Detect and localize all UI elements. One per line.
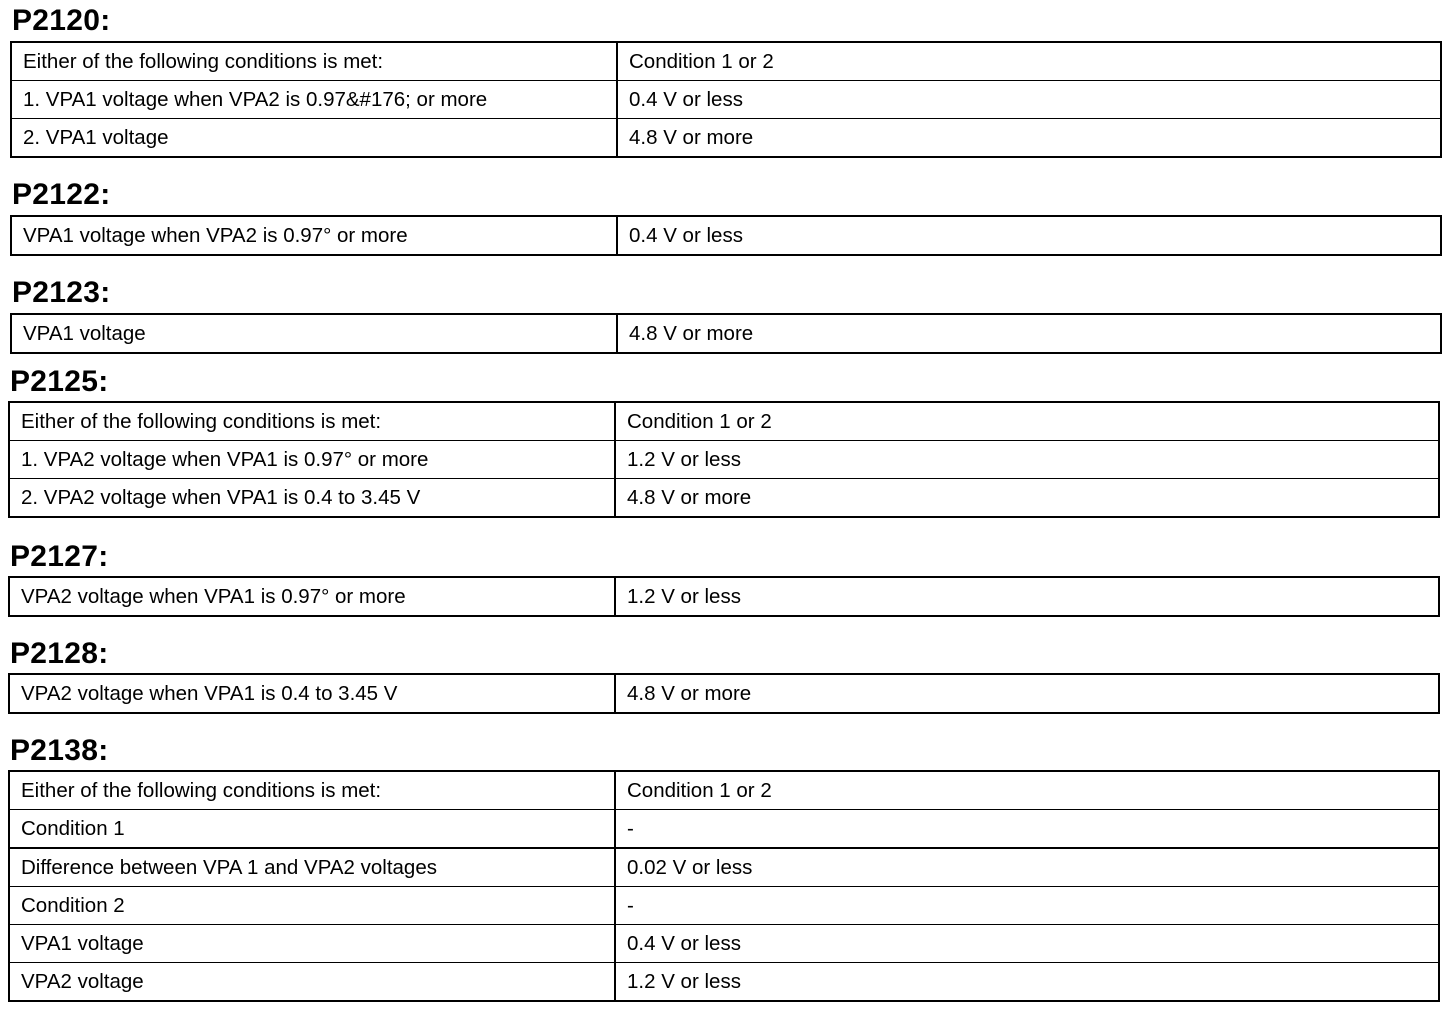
value-cell: Condition 1 or 2 bbox=[615, 771, 1439, 810]
value-cell: 1.2 V or less bbox=[615, 577, 1439, 616]
condition-cell: 2. VPA1 voltage bbox=[11, 119, 617, 158]
condition-cell: 2. VPA2 voltage when VPA1 is 0.4 to 3.45 V bbox=[9, 479, 615, 518]
value-cell: 0.4 V or less bbox=[615, 925, 1439, 963]
table-row bbox=[11, 42, 1441, 81]
condition-cell: 1. VPA1 voltage when VPA2 is 0.97&#176; or more bbox=[11, 81, 617, 119]
value-cell: 0.02 V or less bbox=[615, 848, 1439, 887]
value-cell: 4.8 V or more bbox=[617, 314, 1441, 353]
condition-cell: VPA2 voltage when VPA1 is 0.4 to 3.45 V bbox=[9, 674, 615, 713]
table-row bbox=[9, 925, 1439, 963]
table-row bbox=[9, 771, 1439, 810]
value-cell: - bbox=[615, 810, 1439, 849]
condition-cell: VPA2 voltage when VPA1 is 0.97° or more bbox=[9, 577, 615, 616]
value-cell: 4.8 V or more bbox=[615, 479, 1439, 518]
condition-cell: VPA1 voltage bbox=[11, 314, 617, 353]
section-heading-p2138: P2138: bbox=[10, 734, 109, 767]
condition-cell: Either of the following conditions is met: bbox=[9, 402, 615, 441]
table-row bbox=[9, 810, 1439, 849]
table-row bbox=[9, 402, 1439, 441]
value-cell: Condition 1 or 2 bbox=[617, 42, 1441, 81]
condition-table-p2123 bbox=[10, 313, 1442, 354]
table-row bbox=[9, 577, 1439, 616]
value-cell: 4.8 V or more bbox=[617, 119, 1441, 158]
condition-cell: Either of the following conditions is met: bbox=[11, 42, 617, 81]
value-cell: 4.8 V or more bbox=[615, 674, 1439, 713]
section-heading-p2128: P2128: bbox=[10, 637, 109, 670]
condition-cell: VPA1 voltage when VPA2 is 0.97° or more bbox=[11, 216, 617, 255]
table-row bbox=[11, 81, 1441, 119]
table-row bbox=[9, 479, 1439, 518]
section-heading-p2120: P2120: bbox=[12, 4, 111, 37]
value-cell: 1.2 V or less bbox=[615, 441, 1439, 479]
section-heading-p2127: P2127: bbox=[10, 540, 109, 573]
condition-table-p2120 bbox=[10, 41, 1442, 158]
table-row bbox=[11, 314, 1441, 353]
table-row bbox=[9, 441, 1439, 479]
condition-table-p2125 bbox=[8, 401, 1440, 518]
condition-table-p2122 bbox=[10, 215, 1442, 256]
table-row bbox=[11, 216, 1441, 255]
condition-table-p2138 bbox=[8, 770, 1440, 1002]
condition-cell: Either of the following conditions is met: bbox=[9, 771, 615, 810]
value-cell: 0.4 V or less bbox=[617, 81, 1441, 119]
value-cell: - bbox=[615, 887, 1439, 925]
condition-cell: Difference between VPA 1 and VPA2 voltages bbox=[9, 848, 615, 887]
table-row bbox=[11, 119, 1441, 158]
table-row bbox=[9, 674, 1439, 713]
value-cell: Condition 1 or 2 bbox=[615, 402, 1439, 441]
table-row bbox=[9, 963, 1439, 1002]
table-row bbox=[9, 887, 1439, 925]
table-row bbox=[9, 848, 1439, 887]
condition-cell: VPA1 voltage bbox=[9, 925, 615, 963]
condition-table-p2127 bbox=[8, 576, 1440, 617]
value-cell: 1.2 V or less bbox=[615, 963, 1439, 1002]
section-heading-p2125: P2125: bbox=[10, 365, 109, 398]
condition-cell: 1. VPA2 voltage when VPA1 is 0.97° or more bbox=[9, 441, 615, 479]
condition-table-p2128 bbox=[8, 673, 1440, 714]
condition-cell: Condition 2 bbox=[9, 887, 615, 925]
section-heading-p2122: P2122: bbox=[12, 178, 111, 211]
condition-cell: VPA2 voltage bbox=[9, 963, 615, 1002]
value-cell: 0.4 V or less bbox=[617, 216, 1441, 255]
condition-cell: Condition 1 bbox=[9, 810, 615, 849]
section-heading-p2123: P2123: bbox=[12, 276, 111, 309]
